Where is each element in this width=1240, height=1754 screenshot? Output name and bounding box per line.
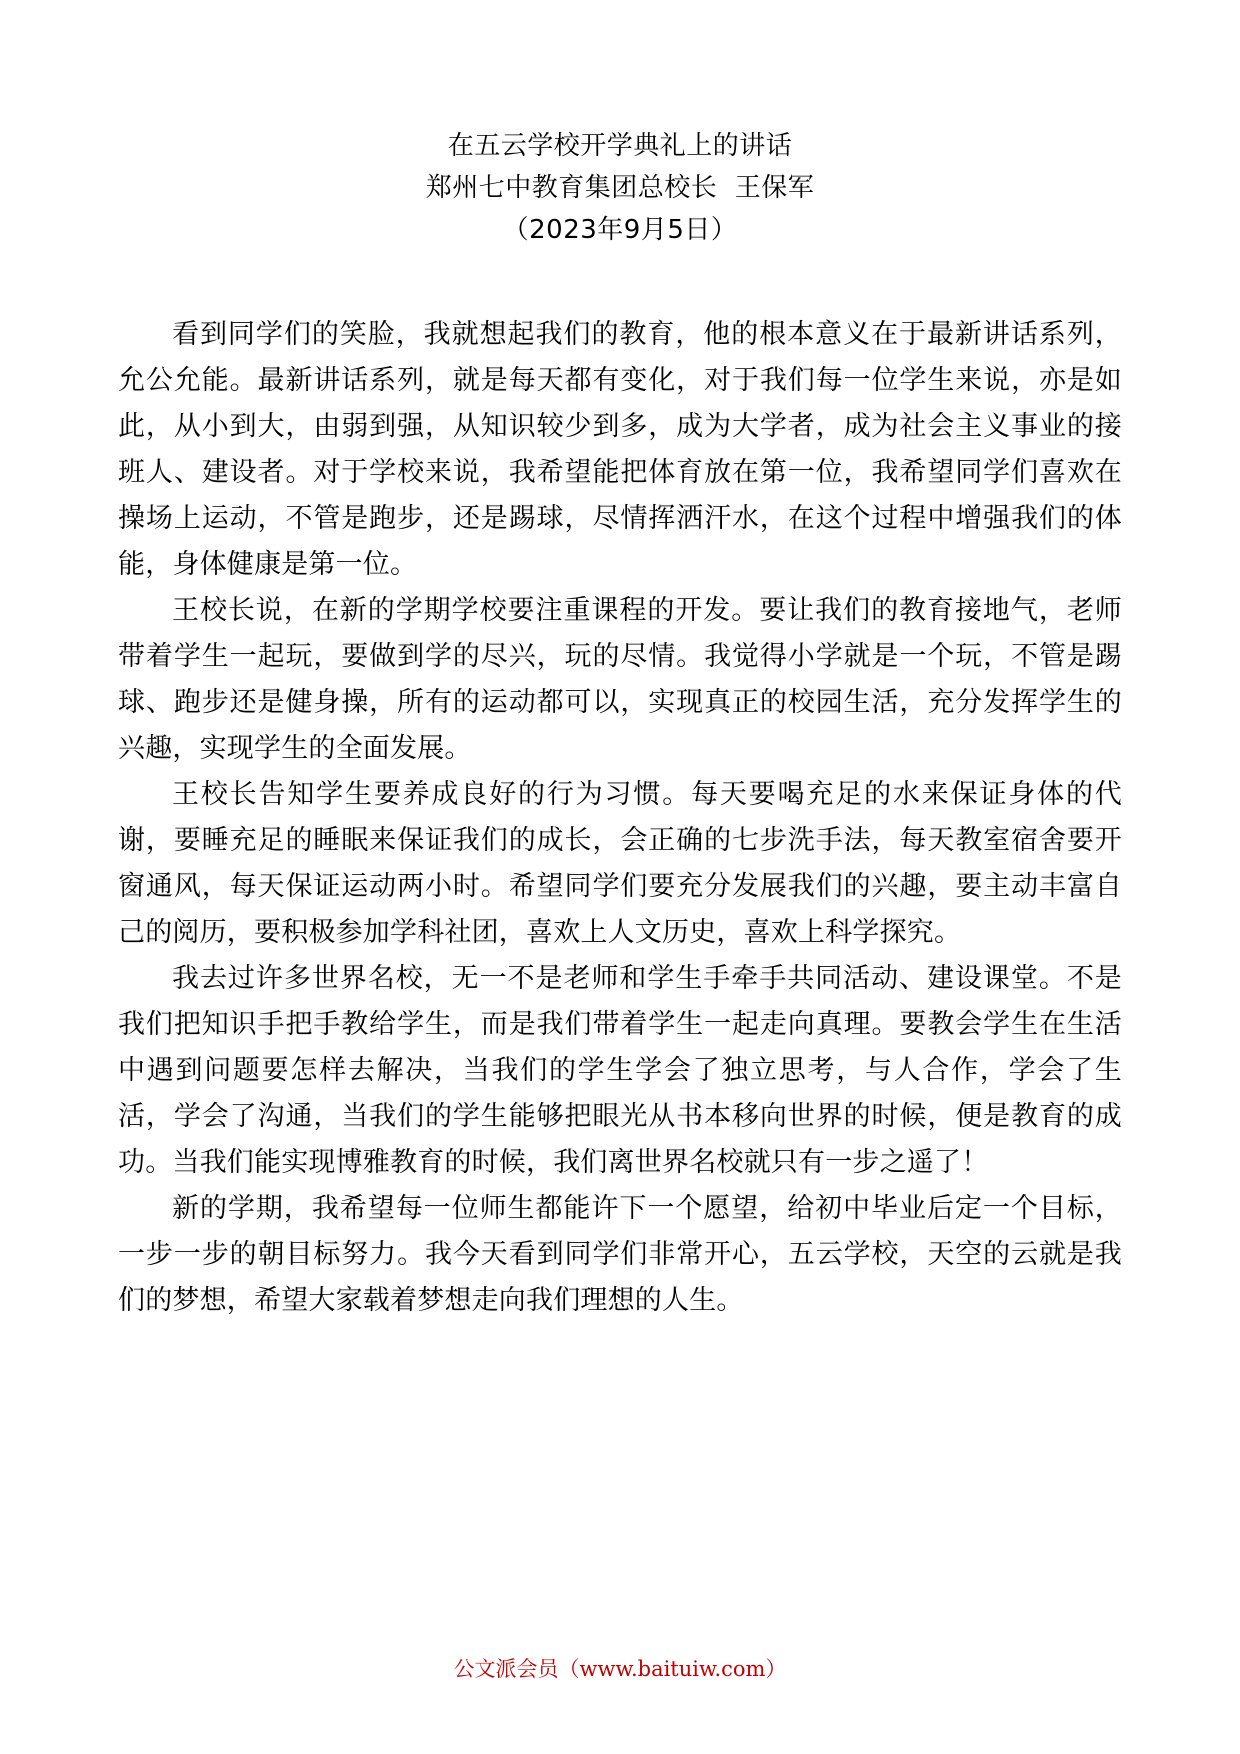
footer-watermark: 公文派会员（www.baituiw.com）: [453, 1657, 787, 1681]
paragraph: 王校长告知学生要养成良好的行为习惯。每天要喝充足的水来保证身体的代谢，要睡充足的睡眠来保证我们的成长，会正确的七步洗手法，每天教室宿舍要开窗通风，每天保证运动两小时。希望同学们要充分发展我们的兴趣，要主动丰富自己的阅历，要积极参加学科社团，喜欢上人文历史，喜欢上科学探究。: [118, 779, 1122, 948]
paragraph: 王校长说，在新的学期学校要注重课程的开发。要让我们的教育接地气，老师带着学生一起玩，要做到学的尽兴，玩的尽情。我觉得小学就是一个玩，不管是踢球、跑步还是健身操，所有的运动都可以，实现真正的校园生活，充分发挥学生的兴趣，实现学生的全面发展。: [118, 595, 1122, 764]
speech-date: （2023年9月5日）: [502, 215, 738, 245]
paragraph: 我去过许多世界名校，无一不是老师和学生手牵手共同活动、建设课堂。不是我们把知识手把手教给学生，而是我们带着学生一起走向真理。要教会学生在生活中遇到问题要怎样去解决，当我们的学生学会了独立思考，与人合作，学会了生活，学会了沟通，当我们的学生能够把眼光从书本移向世界的时候，便是教育的成功。当我们能实现博雅教育的时候，我们离世界名校就只有一步之遥了！: [118, 963, 1122, 1178]
document-header: [0, 125, 1240, 251]
speaker-line: 郑州七中教育集团总校长 王保军: [425, 173, 815, 203]
document-title: 在五云学校开学典礼上的讲话: [447, 131, 793, 161]
document-body: [118, 312, 1122, 1324]
paragraph: 新的学期，我希望每一位师生都能许下一个愿望，给初中毕业后定一个目标，一步一步的朝目标努力。我今天看到同学们非常开心，五云学校，天空的云就是我们的梦想，希望大家载着梦想走向我们理想的人生。: [118, 1193, 1122, 1316]
paragraph: 看到同学们的笑脸，我就想起我们的教育，他的根本意义在于最新讲话系列，允公允能。最新讲话系列，就是每天都有变化，对于我们每一位学生来说，亦是如此，从小到大，由弱到强，从知识较少到多，成为大学者，成为社会主义事业的接班人、建设者。对于学校来说，我希望能把体育放在第一位，我希望同学们喜欢在操场上运动，不管是跑步，还是踢球，尽情挥洒汗水，在这个过程中增强我们的体能，身体健康是第一位。: [118, 319, 1122, 580]
